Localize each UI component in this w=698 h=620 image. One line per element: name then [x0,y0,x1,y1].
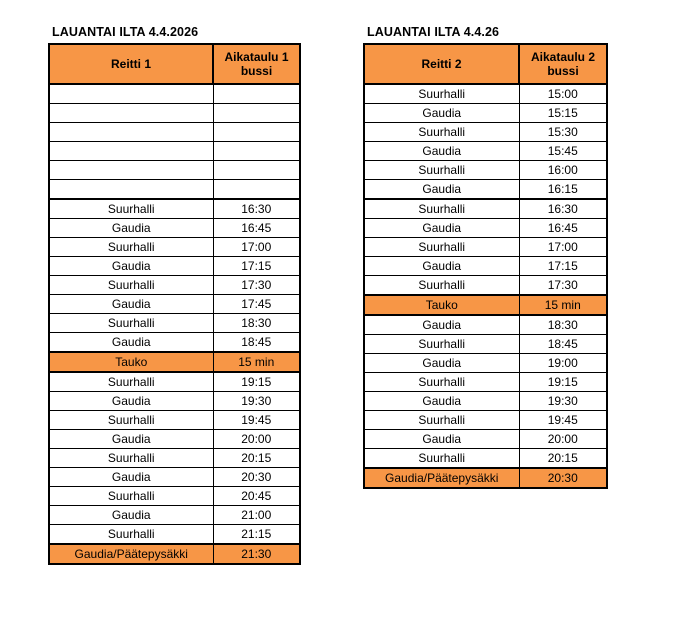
stop-cell: Suurhalli [49,314,213,333]
stop-cell: Gaudia [364,104,519,123]
stop-cell: Tauko [49,352,213,372]
table-row [364,257,607,276]
stop-cell: Tauko [364,295,519,315]
stop-cell: Suurhalli [364,238,519,257]
stop-cell: Gaudia [49,257,213,276]
table-row [364,199,607,219]
time-cell: 15:45 [519,142,607,161]
stop-cell: Suurhalli [49,238,213,257]
time-cell: 15:00 [519,84,607,104]
time-cell: 19:15 [213,372,300,392]
stop-cell: Suurhalli [49,372,213,392]
schedule-table [48,43,301,565]
stop-cell: Gaudia [49,219,213,238]
break-row [364,295,607,315]
table-row [364,180,607,200]
timetable-header: Aikataulu 1 bussi [213,44,300,84]
table-header-row [364,44,607,84]
route-header: Reitti 1 [49,44,213,84]
time-cell: 15 min [213,352,300,372]
table-row [49,84,300,104]
stop-cell: Suurhalli [49,411,213,430]
table-row [49,449,300,468]
table-row [49,430,300,449]
table-row [49,123,300,142]
time-cell: 17:30 [213,276,300,295]
stop-cell: Suurhalli [364,449,519,469]
time-cell: 17:45 [213,295,300,314]
stop-cell: Gaudia [364,392,519,411]
schedule-title: LAUANTAI ILTA 4.4.26 [367,25,500,39]
table-row [364,123,607,142]
table-row [364,142,607,161]
time-cell: 16:45 [519,219,607,238]
time-cell: 19:30 [213,392,300,411]
stop-cell: Suurhalli [49,276,213,295]
time-cell [213,142,300,161]
time-cell: 19:30 [519,392,607,411]
time-cell: 20:15 [213,449,300,468]
table-row [364,373,607,392]
stop-cell: Suurhalli [364,161,519,180]
time-cell [213,104,300,123]
table-row [364,161,607,180]
stop-cell [49,161,213,180]
time-cell: 20:15 [519,449,607,469]
time-cell: 17:15 [519,257,607,276]
table-row [364,315,607,335]
time-cell: 20:30 [213,468,300,487]
stop-cell: Gaudia [49,295,213,314]
stop-cell: Suurhalli [364,335,519,354]
time-cell: 17:00 [213,238,300,257]
time-cell: 19:00 [519,354,607,373]
stop-cell: Gaudia [49,506,213,525]
table-row [364,276,607,296]
stop-cell: Gaudia [364,180,519,200]
stop-cell: Suurhalli [364,276,519,296]
table-row [49,544,300,564]
table-row [49,392,300,411]
stop-cell: Gaudia/Päätepysäkki [49,544,213,564]
time-cell: 15 min [519,295,607,315]
table-row [364,449,607,469]
table-header-row [49,44,300,84]
stop-cell: Gaudia [364,354,519,373]
table-row [49,506,300,525]
stop-cell: Suurhalli [364,123,519,142]
stop-cell: Gaudia [364,219,519,238]
time-cell: 15:15 [519,104,607,123]
time-cell: 16:30 [213,199,300,219]
table-row [49,468,300,487]
time-cell [213,161,300,180]
stop-cell: Suurhalli [364,199,519,219]
time-cell: 20:45 [213,487,300,506]
stop-cell: Gaudia [364,142,519,161]
time-cell: 21:00 [213,506,300,525]
stop-cell: Suurhalli [364,373,519,392]
stop-cell: Suurhalli [364,84,519,104]
table-row [49,295,300,314]
break-row [49,352,300,372]
time-cell: 20:30 [519,468,607,488]
stop-cell: Gaudia/Päätepysäkki [364,468,519,488]
table-row [364,468,607,488]
time-cell: 16:45 [213,219,300,238]
time-cell: 19:45 [519,411,607,430]
time-cell: 18:45 [213,333,300,353]
time-cell: 18:30 [519,315,607,335]
schedule-title: LAUANTAI ILTA 4.4.2026 [52,25,199,39]
table-row [49,525,300,545]
stop-cell [49,123,213,142]
stop-cell [49,84,213,104]
time-cell: 19:45 [213,411,300,430]
table-row [49,276,300,295]
time-cell: 21:30 [213,544,300,564]
schedule-table [363,43,608,489]
table-row [49,257,300,276]
table-row [49,372,300,392]
time-cell: 17:00 [519,238,607,257]
table-row [364,335,607,354]
table-row [49,333,300,353]
stop-cell: Suurhalli [49,487,213,506]
table-row [364,354,607,373]
time-cell: 17:15 [213,257,300,276]
stop-cell: Gaudia [49,333,213,353]
stop-cell: Suurhalli [364,411,519,430]
stop-cell: Gaudia [364,315,519,335]
table-row [364,430,607,449]
stop-cell: Gaudia [49,430,213,449]
stop-cell: Suurhalli [49,199,213,219]
table-row [364,104,607,123]
time-cell [213,123,300,142]
table-row [364,392,607,411]
table-row [49,142,300,161]
stop-cell: Gaudia [364,257,519,276]
time-cell: 16:15 [519,180,607,200]
stop-cell [49,142,213,161]
table-row [364,238,607,257]
time-cell: 21:15 [213,525,300,545]
route-header: Reitti 2 [364,44,519,84]
time-cell: 18:45 [519,335,607,354]
time-cell: 19:15 [519,373,607,392]
stop-cell [49,180,213,200]
table-row [49,314,300,333]
time-cell: 16:30 [519,199,607,219]
time-cell [213,180,300,200]
time-cell: 16:00 [519,161,607,180]
table-row [364,411,607,430]
table-row [49,180,300,200]
time-cell: 15:30 [519,123,607,142]
time-cell [213,84,300,104]
stop-cell: Gaudia [364,430,519,449]
stop-cell: Suurhalli [49,449,213,468]
table-row [49,219,300,238]
table-row [49,411,300,430]
table-row [364,84,607,104]
table-row [49,238,300,257]
time-cell: 17:30 [519,276,607,296]
table-row [49,487,300,506]
table-row [49,104,300,123]
table-row [49,199,300,219]
time-cell: 18:30 [213,314,300,333]
time-cell: 20:00 [213,430,300,449]
stop-cell: Gaudia [49,468,213,487]
stop-cell: Suurhalli [49,525,213,545]
stop-cell: Gaudia [49,392,213,411]
table-row [49,161,300,180]
time-cell: 20:00 [519,430,607,449]
stop-cell [49,104,213,123]
table-row [364,219,607,238]
timetable-header: Aikataulu 2 bussi [519,44,607,84]
